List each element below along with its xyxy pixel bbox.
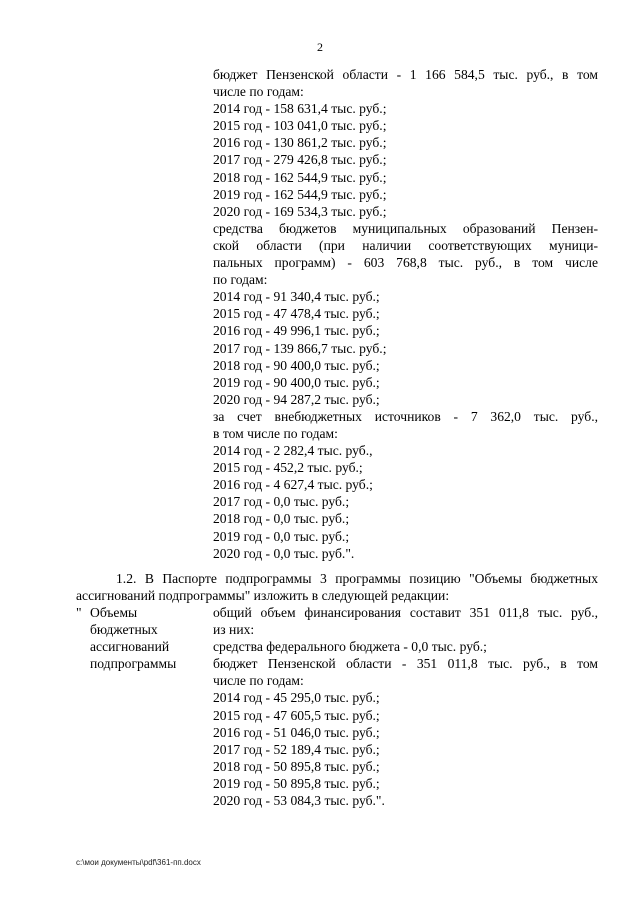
year-line: 2020 год - 0,0 тыс. руб.". [213, 545, 355, 561]
paragraph-1-2 [76, 570, 598, 604]
text-line: пальных программ) - 603 768,8 тыс. руб., в том числе [213, 255, 598, 271]
year-line: 2017 год - 139 866,7 тыс. руб.; [213, 340, 387, 356]
label-line: бюджетных [90, 622, 158, 638]
page-number: 2 [317, 40, 323, 54]
year-line: 2017 год - 52 189,4 тыс. руб.; [213, 741, 380, 757]
year-line: 2020 год - 53 084,3 тыс. руб.". [213, 793, 385, 809]
text-line: по годам: [213, 272, 268, 288]
year-line: 2019 год - 0,0 тыс. руб.; [213, 528, 350, 544]
text-line: из них: [213, 622, 255, 638]
year-line: 2019 год - 50 895,8 тыс. руб.; [213, 775, 380, 791]
year-line: 2015 год - 47 605,5 тыс. руб.; [213, 707, 380, 723]
year-line: 2014 год - 91 340,4 тыс. руб.; [213, 289, 380, 305]
paragraph-line: 1.2. В Паспорте подпрограммы 3 программы позицию "Объемы бюджетных [116, 571, 598, 586]
text-line: средства федерального бюджета - 0,0 тыс. руб.; [213, 639, 487, 655]
year-line: 2016 год - 49 996,1 тыс. руб.; [213, 323, 380, 339]
year-line: 2016 год - 4 627,4 тыс. руб.; [213, 477, 373, 493]
label-line: подпрограммы [90, 656, 177, 672]
top-section [213, 66, 598, 562]
year-line: 2019 год - 90 400,0 тыс. руб.; [213, 374, 380, 390]
year-line: 2020 год - 94 287,2 тыс. руб.; [213, 391, 380, 407]
paragraph-line: ассигнований подпрограммы" изложить в следующей редакции: [76, 588, 450, 604]
year-line: 2018 год - 162 544,9 тыс. руб.; [213, 169, 387, 185]
year-line: 2016 год - 51 046,0 тыс. руб.; [213, 724, 380, 740]
label-line: Объемы [90, 605, 138, 620]
year-line: 2019 год - 162 544,9 тыс. руб.; [213, 186, 387, 202]
text-line: бюджет Пензенской области - 351 011,8 тыс. руб., в том [213, 656, 598, 672]
table-right-column [213, 604, 598, 809]
text-line: бюджет Пензенской области - 1 166 584,5 тыс. руб., в том [213, 67, 598, 82]
year-line: 2015 год - 47 478,4 тыс. руб.; [213, 306, 380, 322]
text-line: за счет внебюджетных источников - 7 362,0 тыс. руб., [213, 408, 598, 424]
year-line: 2014 год - 45 295,0 тыс. руб.; [213, 690, 380, 706]
text-line: средства бюджетов муниципальных образований Пензен- [213, 220, 598, 236]
year-line: 2018 год - 90 400,0 тыс. руб.; [213, 357, 380, 373]
year-line: 2018 год - 0,0 тыс. руб.; [213, 511, 350, 527]
year-line: 2015 год - 452,2 тыс. руб.; [213, 460, 363, 476]
year-line: 2015 год - 103 041,0 тыс. руб.; [213, 118, 387, 134]
text-line: общий объем финансирования составит 351 011,8 тыс. руб., [213, 605, 598, 620]
year-line: 2014 год - 158 631,4 тыс. руб.; [213, 101, 387, 117]
file-path-footer: c:\мои документы\pdf\361-пп.docx [76, 858, 201, 867]
text-line: ской области (при наличии соответствующих муници- [213, 237, 598, 253]
year-line: 2020 год - 169 534,3 тыс. руб.; [213, 203, 387, 219]
year-line: 2017 год - 279 426,8 тыс. руб.; [213, 152, 387, 168]
year-line: 2018 год - 50 895,8 тыс. руб.; [213, 758, 380, 774]
year-line: 2016 год - 130 861,2 тыс. руб.; [213, 135, 387, 151]
year-line: 2014 год - 2 282,4 тыс. руб., [213, 443, 373, 459]
year-line: 2017 год - 0,0 тыс. руб.; [213, 494, 350, 510]
text-line: числе по годам: [213, 84, 304, 100]
text-line: числе по годам: [213, 673, 304, 689]
text-line: в том числе по годам: [213, 425, 338, 441]
label-line: ассигнований [90, 639, 170, 655]
opening-quote: " [76, 605, 82, 620]
